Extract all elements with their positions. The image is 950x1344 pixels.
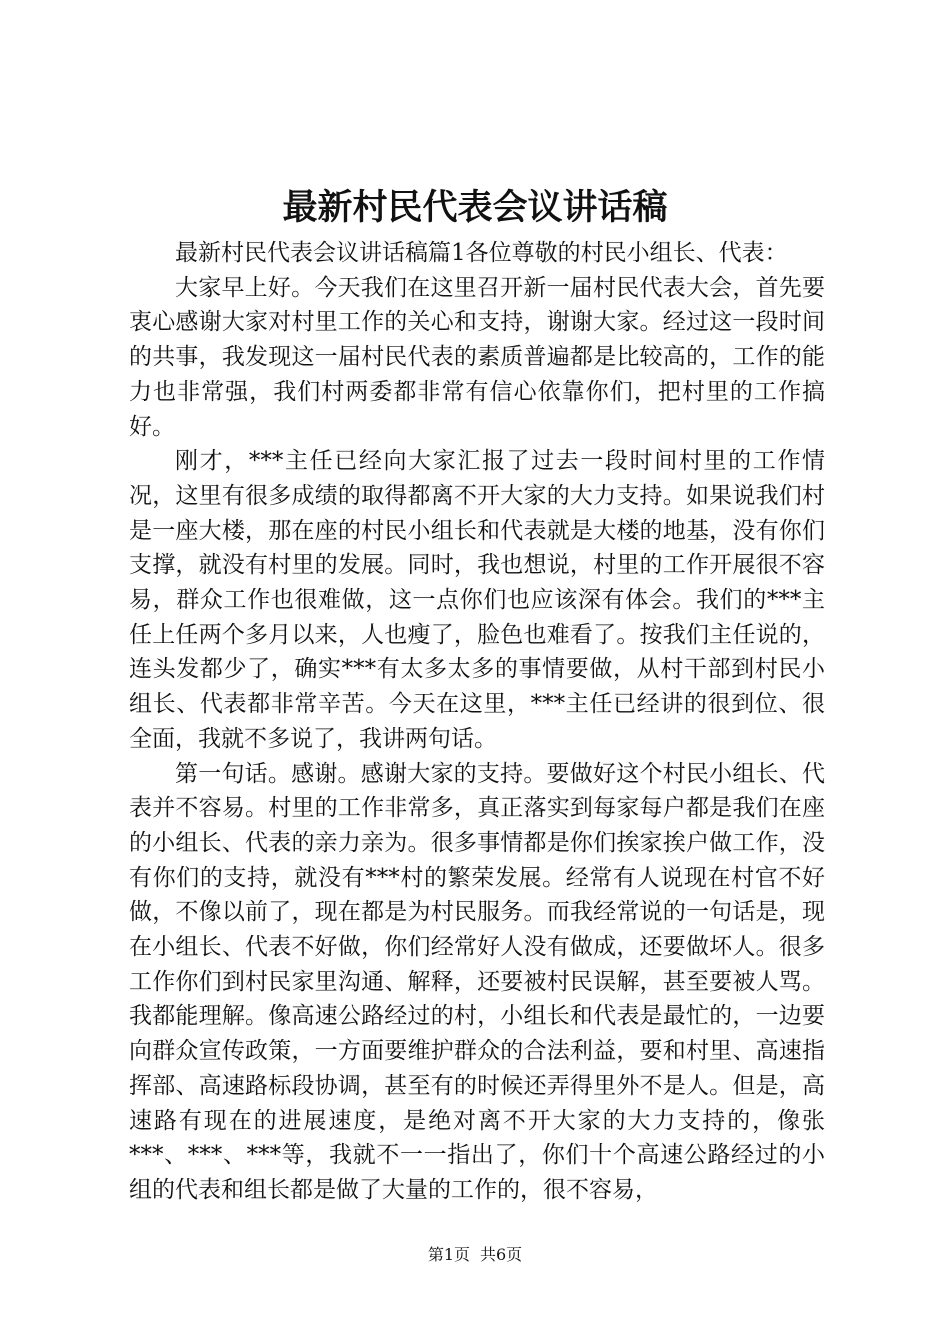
page-footer: [0, 1244, 950, 1266]
paragraph-salutation: 最新村民代表会议讲话稿篇1各位尊敬的村民小组长、代表：: [175, 240, 788, 266]
page-number: 第1页: [427, 1245, 470, 1264]
document-title: 最新村民代表会议讲话稿: [282, 187, 668, 228]
document-body: [129, 236, 825, 1208]
paragraph-report: 刚才，***主任已经向大家汇报了过去一段时间村里的工作情况，这里有很多成绩的取得都离不开大家的大力支持。如果说我们村是一座大楼，那在座的村民小组长和代表就是大楼的地基，没有你们支撑，就没有村里的发展。同时，我也想说，村里的工作开展很不容易，群众工作也很难做，这一点你们也应该深有体会。我们的***主任上任两个多月以来，人也瘦了，脸色也难看了。按我们主任说的，连头发都少了，确实***有太多太多的事情要做，从村干部到村民小组长、代表都非常辛苦。今天在这里，***主任已经讲的很到位、很全面，我就不多说了，我讲两句话。: [129, 448, 825, 752]
page-total: 共6页: [480, 1245, 523, 1264]
paragraph-greeting: 大家早上好。今天我们在这里召开新一届村民代表大会，首先要衷心感谢大家对村里工作的关心和支持，谢谢大家。经过这一段时间的共事，我发现这一届村民代表的素质普遍都是比较高的，工作的能力也非常强，我们村两委都非常有信心依靠你们，把村里的工作搞好。: [129, 274, 825, 440]
paragraph-first-point: 第一句话。感谢。感谢大家的支持。要做好这个村民小组长、代表并不容易。村里的工作非常多，真正落实到每家每户都是我们在座的小组长、代表的亲力亲为。很多事情都是你们挨家挨户做工作，没有你们的支持，就没有***村的繁荣发展。经常有人说现在村官不好做，不像以前了，现在都是为村民服务。而我经常说的一句话是，现在小组长、代表不好做，你们经常好人没有做成，还要做坏人。很多工作你们到村民家里沟通、解释，还要被村民误解，甚至要被人骂。我都能理解。像高速公路经过的村，小组长和代表是最忙的，一边要向群众宣传政策，一方面要维护群众的合法利益，要和村里、高速指挥部、高速路标段协调，甚至有的时候还弄得里外不是人。但是，高速路有现在的进展速度，是绝对离不开大家的大力支持的，像张***、***、***等，我就不一一指出了，你们十个高速公路经过的小组的代表和组长都是做了大量的工作的，很不容易，: [129, 760, 825, 1203]
